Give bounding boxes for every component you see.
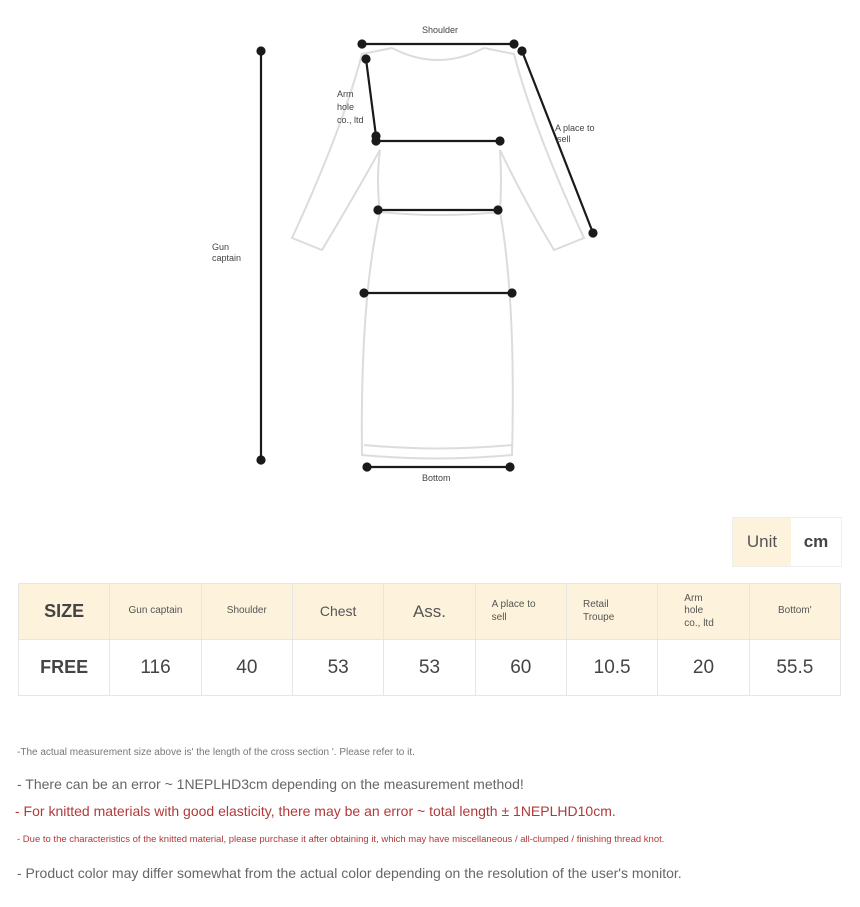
cell-chest: 53	[292, 640, 383, 696]
armhole-line	[366, 59, 376, 136]
header-ass: Ass.	[384, 584, 475, 640]
cell-retail: 10.5	[566, 640, 657, 696]
sleeve-label: A place to sell	[555, 123, 595, 144]
measurement-lines	[258, 41, 597, 471]
cell-sleeve: 60	[475, 640, 566, 696]
header-chest: Chest	[292, 584, 383, 640]
header-retail	[566, 584, 657, 640]
dress-outline	[292, 48, 584, 459]
cell-ass: 53	[384, 640, 475, 696]
header-gun-captain: Gun captain	[110, 584, 201, 640]
shoulder-label: Shoulder	[422, 25, 459, 35]
header-sleeve-line1: A place to	[491, 599, 536, 610]
table-row	[19, 640, 841, 696]
header-size: SIZE	[19, 584, 110, 640]
cell-size: FREE	[19, 640, 110, 696]
header-armhole	[658, 584, 749, 640]
cell-gun-captain: 116	[110, 640, 201, 696]
note-knitted-material: - Due to the characteristics of the knitted material, please purchase it after obtaining it, which may have miscellaneous / all-clumped / finishing thread knot.	[17, 834, 665, 845]
cell-bottom: 55.5	[749, 640, 840, 696]
header-armhole-line2: hole	[684, 605, 704, 617]
bottom-label: Bottom	[422, 473, 451, 483]
header-armhole-line1: Arm	[684, 592, 703, 604]
header-sleeve-line2: sell	[491, 611, 507, 623]
length-label: Gun captain	[212, 242, 242, 263]
note-measurement-error: - There can be an error ~ 1NEPLHD3cm depending on the measurement method!	[17, 776, 524, 792]
unit-indicator	[732, 517, 842, 567]
note-color-difference: - Product color may differ somewhat from the actual color depending on the resolution of the user's monitor.	[17, 865, 682, 881]
header-sleeve	[475, 584, 566, 640]
header-retail-line2: Troupe	[582, 611, 615, 623]
note-measurement-reference: -The actual measurement size above is' the length of the cross section '. Please refer to it.	[17, 747, 415, 758]
cell-shoulder: 40	[201, 640, 292, 696]
header-armhole-line3: co., ltd	[684, 617, 714, 629]
header-bottom: Bottom'	[749, 584, 840, 640]
armhole-label: Arm hole co., ltd	[337, 89, 364, 125]
unit-label: Unit	[733, 518, 791, 566]
header-retail-line1: Retail	[582, 599, 609, 610]
table-header-row	[19, 584, 841, 640]
header-shoulder: Shoulder	[201, 584, 292, 640]
unit-value: cm	[791, 518, 841, 566]
cell-armhole: 20	[658, 640, 749, 696]
size-table	[18, 583, 841, 696]
note-elasticity-error: - For knitted materials with good elasticity, there may be an error ~ total length ± 1NEPLHD10cm.	[15, 803, 616, 819]
